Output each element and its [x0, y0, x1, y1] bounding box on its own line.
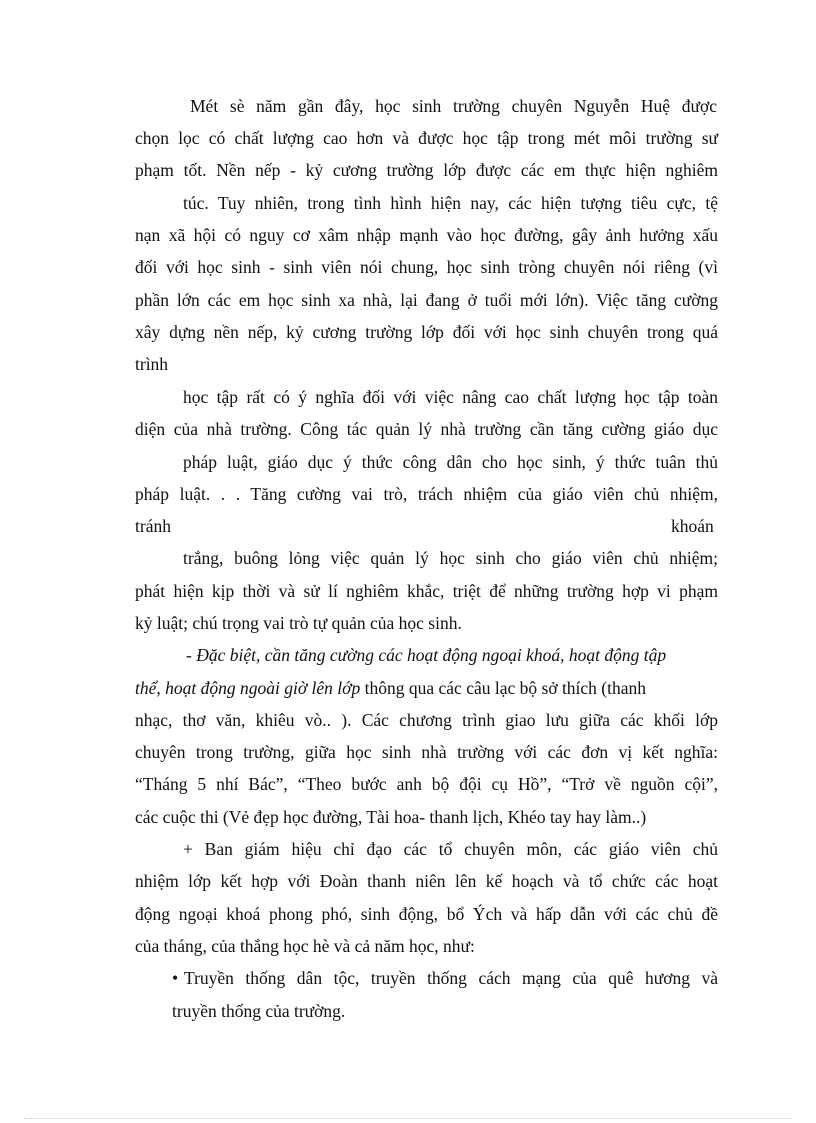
text-line: nhạc, thơ văn, khiêu vò.. ). Các chương trình giao lưu giữa các khối lớp — [135, 710, 718, 730]
text-line: chọn lọc có chất lượng cao hơn và được học tập trong mét môi trường sư — [135, 128, 718, 148]
text-line: xây dựng nền nếp, kỷ cương trường lớp đối với học sinh chuyên trong quá — [135, 322, 718, 342]
italic-emphasis: thể, hoạt động ngoài giờ lên lớp — [135, 678, 361, 698]
text-line: học tập rất có ý nghĩa đối với việc nâng cao chất lượng học tập toàn — [183, 387, 718, 407]
text-line: khoán — [671, 516, 714, 536]
text-line: tránh — [135, 516, 171, 536]
text-line: kỷ luật; chú trọng vai trò tự quản của học sinh. — [135, 613, 462, 633]
text-run: thông qua các câu lạc bộ sở thích (thanh — [360, 678, 647, 698]
text-line: động ngoại khoá phong phó, sinh động, bổ Ých và hấp dẫn với các chủ đề — [135, 904, 718, 924]
text-line — [135, 677, 646, 699]
text-line: diện của nhà trường. Công tác quản lý nhà trường cần tăng cường giáo dục — [135, 419, 718, 439]
dash-prefix: - — [186, 645, 197, 665]
text-line: đối với học sinh - sinh viên nói chung, học sinh tròng chuyên nói riêng (vì — [135, 257, 718, 277]
text-line: nhiệm lớp kết hợp với Đoàn thanh niên lên kế hoạch và tổ chức các hoạt — [135, 871, 718, 891]
page-bottom-divider — [24, 1118, 792, 1119]
text-line: của tháng, của thắng học hè và cả năm học, như: — [135, 936, 475, 956]
text-line — [186, 644, 718, 666]
text-line: nạn xã hội có nguy cơ xâm nhập mạnh vào học đường, gây ảnh hưởng xấu — [135, 225, 718, 245]
text-line: phần lớn các em học sinh xa nhà, lại đang ở tuổi mới lớn). Việc tăng cường — [135, 290, 718, 310]
text-line: Truyền thống dân tộc, truyền thống cách mạng của quê hương và — [184, 968, 718, 988]
text-line: pháp luật. . . Tăng cường vai trò, trách nhiệm của giáo viên chủ nhiệm, — [135, 484, 718, 504]
text-line: trình — [135, 354, 169, 374]
text-line: pháp luật, giáo dục ý thức công dân cho học sinh, ý thức tuân thủ — [183, 452, 718, 472]
bullet-icon: • — [172, 968, 179, 988]
text-line: + Ban giám hiệu chỉ đạo các tổ chuyên môn, các giáo viên chủ — [183, 839, 718, 859]
text-line: “Tháng 5 nhí Bác”, “Theo bước anh bộ đội cụ Hồ”, “Trở về nguồn cội”, — [135, 774, 718, 794]
text-line: trắng, buông lỏng việc quản lý học sinh cho giáo viên chủ nhiệm; — [183, 548, 718, 568]
text-line: chuyên trong trường, giữa học sinh nhà trường với các đơn vị kết nghĩa: — [135, 742, 718, 762]
text-line: phát hiện kịp thời và sử lí nghiêm khắc, triệt để những trường hợp vi phạm — [135, 581, 718, 601]
text-line: Mét sè năm gần đây, học sinh trường chuyên Nguyễn Huệ được — [190, 96, 717, 116]
text-line: các cuộc thi (Vẻ đẹp học đường, Tài hoa- thanh lịch, Khéo tay hay làm..) — [135, 807, 647, 827]
italic-emphasis: Đặc biệt, cần tăng cường các hoạt động ngoại khoá, hoạt động tập — [196, 645, 667, 665]
text-line: truyền thống của trường. — [172, 1001, 346, 1021]
text-line: túc. Tuy nhiên, trong tình hình hiện nay, các hiện tượng tiêu cực, tệ — [183, 193, 718, 213]
text-line: phạm tốt. Nền nếp - kỷ cương trường lớp được các em thực hiện nghiêm — [135, 160, 718, 180]
